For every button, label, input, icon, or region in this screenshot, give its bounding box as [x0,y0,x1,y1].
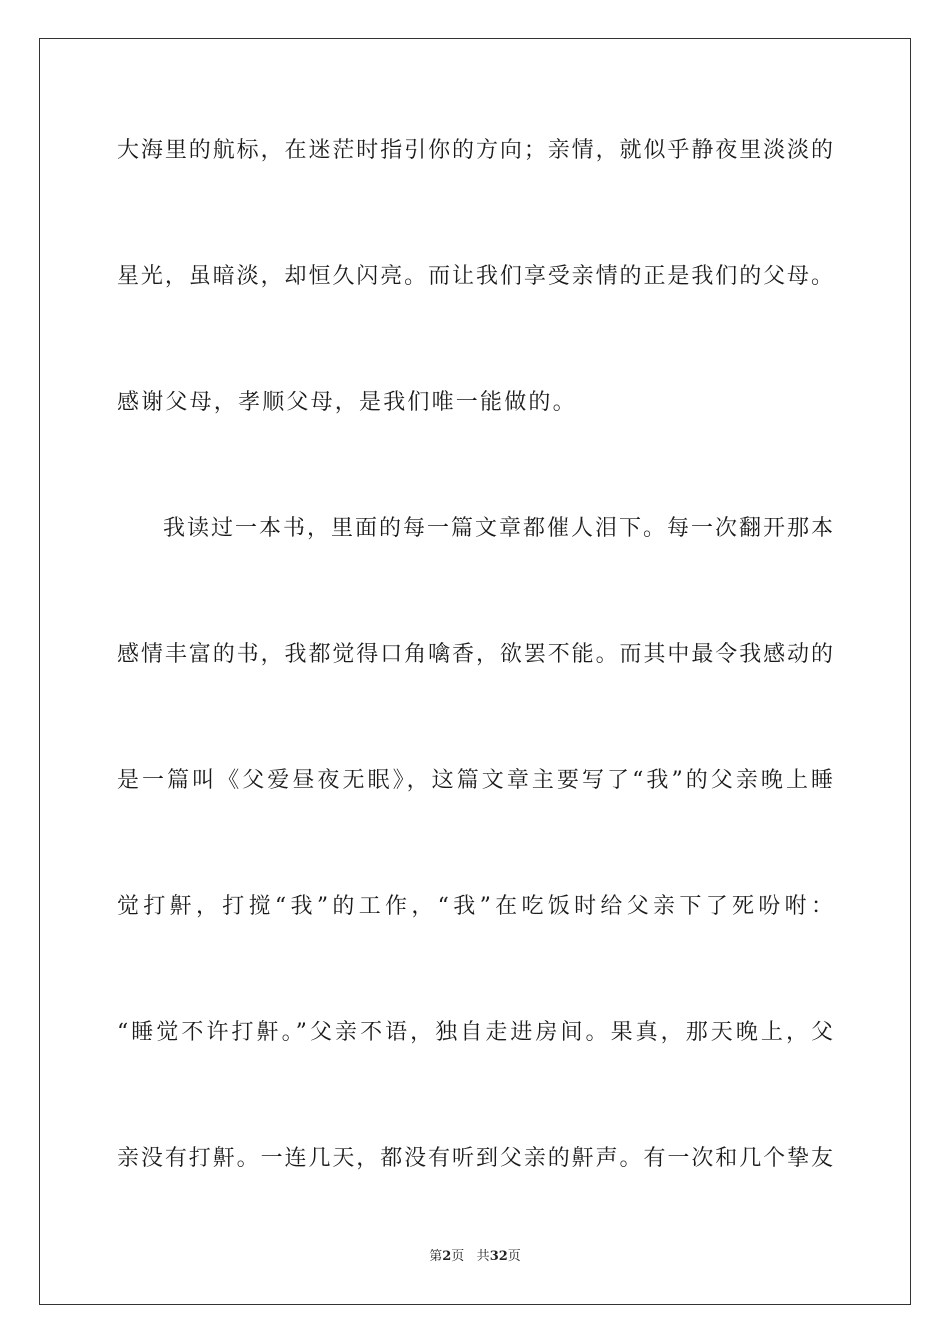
text-line-4-paragraph-start: 我读过一本书，里面的每一篇文章都催人泪下。每一次翻开那本 [163,516,833,541]
text-line-8: “睡觉不许打鼾。”父亲不语，独自走进房间。果真，那天晚上，父 [117,1020,833,1045]
page-suffix: 页 [451,1249,465,1264]
text-line-2: 星光，虽暗淡，却恒久闪亮。而让我们享受亲情的正是我们的父母。 [117,264,833,289]
page-footer [0,1248,950,1266]
text-line-5: 感情丰富的书，我都觉得口角噙香，欲罢不能。而其中最令我感动的 [117,642,833,667]
total-prefix: 共 [476,1249,490,1264]
text-line-1: 大海里的航标，在迷茫时指引你的方向；亲情，就似乎静夜里淡淡的 [117,138,833,163]
text-line-9: 亲没有打鼾。一连几天，都没有听到父亲的鼾声。有一次和几个挚友 [117,1146,833,1171]
text-line-3: 感谢父母，孝顺父母，是我们唯一能做的。 [117,390,577,415]
text-line-7: 觉打鼾，打搅“我”的工作，“我”在吃饭时给父亲下了死吩咐： [117,894,833,919]
page-prefix: 第 [429,1249,443,1264]
page-border [39,38,911,1305]
page-number: 2 [442,1249,452,1264]
text-line-6: 是一篇叫《父爱昼夜无眠》，这篇文章主要写了“我”的父亲晚上睡 [117,768,833,793]
total-pages: 32 [489,1249,508,1264]
total-suffix: 页 [507,1249,521,1264]
